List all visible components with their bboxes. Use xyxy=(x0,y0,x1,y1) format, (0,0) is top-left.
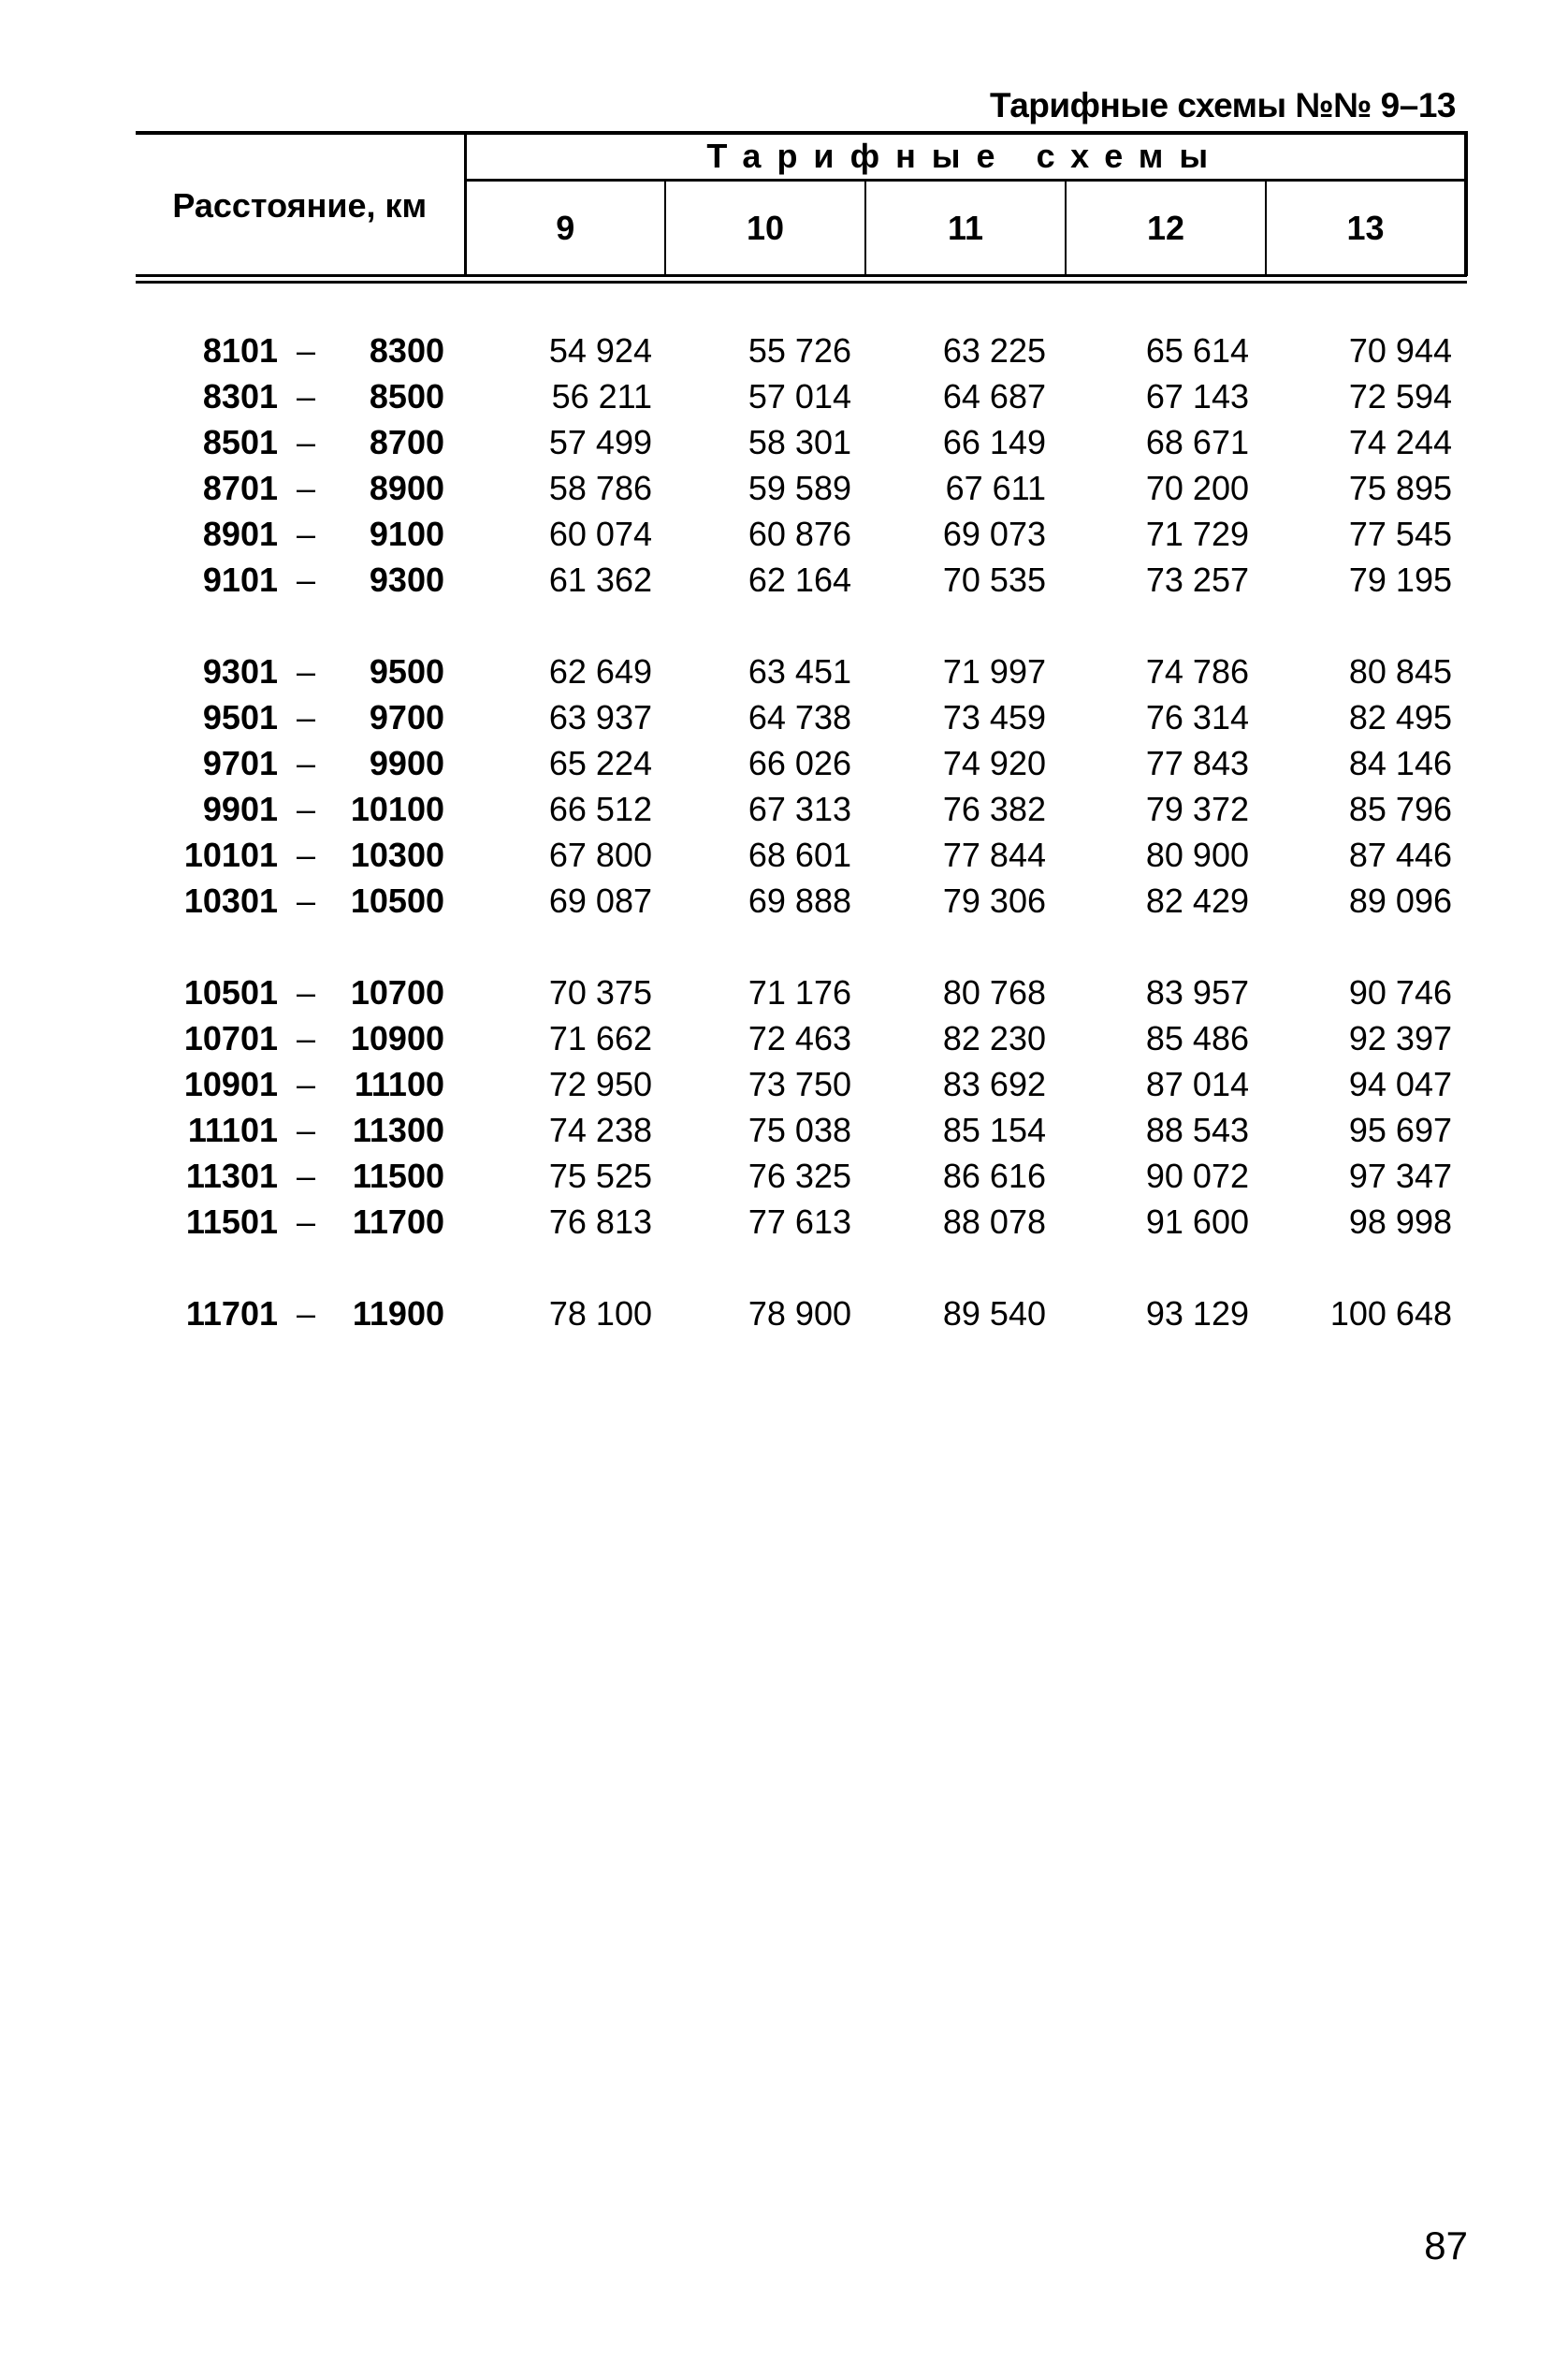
distance-to: 9300 xyxy=(369,560,444,599)
tariff-value: 62 164 xyxy=(748,560,851,599)
tariff-value: 83 692 xyxy=(942,1064,1046,1103)
distance-from: 10701 xyxy=(183,1018,278,1057)
distance-to: 9500 xyxy=(369,651,444,691)
distance-to: 11100 xyxy=(354,1064,444,1103)
tariff-value: 75 525 xyxy=(548,1156,652,1195)
range-dash: – xyxy=(296,697,316,736)
range-dash: – xyxy=(296,972,316,1012)
distance-range xyxy=(136,331,465,371)
tariff-value: 67 611 xyxy=(945,468,1046,507)
tariff-value: 65 224 xyxy=(548,743,652,782)
tariff-value: 78 900 xyxy=(748,1293,851,1333)
distance-range xyxy=(136,1203,465,1242)
tariff-value: 66 512 xyxy=(548,789,652,828)
range-dash: – xyxy=(296,1018,316,1057)
distance-range xyxy=(136,1065,465,1104)
distance-range xyxy=(136,377,465,416)
distance-range xyxy=(136,836,465,875)
distance-from: 11101 xyxy=(187,1110,278,1149)
tariff-value: 90 746 xyxy=(1348,972,1452,1012)
distance-range xyxy=(136,515,465,554)
distance-range xyxy=(136,1157,465,1196)
tariff-value: 79 372 xyxy=(1145,789,1249,828)
tariff-value: 63 937 xyxy=(548,697,652,736)
distance-to: 10700 xyxy=(350,972,444,1012)
range-dash: – xyxy=(296,835,316,874)
row-group xyxy=(136,328,1467,603)
table-row xyxy=(136,1015,1467,1061)
distance-to: 8500 xyxy=(369,376,444,415)
distance-to: 10100 xyxy=(350,789,444,828)
row-group xyxy=(136,649,1467,924)
scheme-header-12: 12 xyxy=(1066,180,1266,276)
distance-range xyxy=(136,1294,465,1334)
distance-to: 8900 xyxy=(369,468,444,507)
distance-from: 9301 xyxy=(202,651,278,691)
table-row xyxy=(136,740,1467,786)
tariff-value: 70 200 xyxy=(1145,468,1249,507)
tariff-value: 80 900 xyxy=(1145,835,1249,874)
tariff-value: 82 230 xyxy=(942,1018,1046,1057)
tariff-value: 77 843 xyxy=(1145,743,1249,782)
tariff-value: 98 998 xyxy=(1348,1202,1452,1241)
scheme-header-10: 10 xyxy=(665,180,865,276)
distance-from: 8501 xyxy=(202,422,278,461)
tariff-value: 57 499 xyxy=(548,422,652,461)
tariff-value: 71 729 xyxy=(1145,514,1249,553)
tariff-value: 97 347 xyxy=(1348,1156,1452,1195)
tariff-value: 79 306 xyxy=(942,881,1046,920)
tariff-value: 80 845 xyxy=(1348,651,1452,691)
tariff-value: 93 129 xyxy=(1145,1293,1249,1333)
table-row xyxy=(136,1153,1467,1199)
tariff-value: 67 800 xyxy=(548,835,652,874)
table-row xyxy=(136,1199,1467,1245)
distance-to: 9700 xyxy=(369,697,444,736)
tariff-value: 79 195 xyxy=(1348,560,1452,599)
tariff-value: 72 463 xyxy=(748,1018,851,1057)
range-dash: – xyxy=(296,514,316,553)
distance-from: 10301 xyxy=(183,881,278,920)
distance-range xyxy=(136,973,465,1013)
tariff-value: 72 950 xyxy=(548,1064,652,1103)
distance-from: 9101 xyxy=(202,560,278,599)
distance-from: 8301 xyxy=(202,376,278,415)
tariff-value: 67 143 xyxy=(1145,376,1249,415)
tariff-value: 68 601 xyxy=(748,835,851,874)
table-row xyxy=(136,878,1467,924)
tariff-value: 91 600 xyxy=(1145,1202,1249,1241)
distance-range xyxy=(136,744,465,783)
tariff-value: 77 844 xyxy=(942,835,1046,874)
distance-from: 11501 xyxy=(185,1202,278,1241)
range-dash: – xyxy=(296,330,316,370)
tariff-value: 71 997 xyxy=(942,651,1046,691)
table-row xyxy=(136,832,1467,878)
distance-from: 10901 xyxy=(183,1064,278,1103)
tariff-value: 88 078 xyxy=(942,1202,1046,1241)
tariff-value: 60 876 xyxy=(748,514,851,553)
tariff-value: 61 362 xyxy=(548,560,652,599)
range-dash: – xyxy=(296,422,316,461)
distance-to: 10900 xyxy=(350,1018,444,1057)
tariff-value: 59 589 xyxy=(748,468,851,507)
tariff-value: 77 613 xyxy=(748,1202,851,1241)
range-dash: – xyxy=(296,651,316,691)
tariff-value: 60 074 xyxy=(548,514,652,553)
distance-to: 8700 xyxy=(369,422,444,461)
distance-from: 11301 xyxy=(185,1156,278,1195)
distance-to: 10300 xyxy=(350,835,444,874)
tariff-value: 72 594 xyxy=(1348,376,1452,415)
range-dash: – xyxy=(296,743,316,782)
tariff-value: 85 796 xyxy=(1348,789,1452,828)
tariff-value: 75 895 xyxy=(1348,468,1452,507)
distance-from: 8701 xyxy=(202,468,278,507)
tariff-value: 76 314 xyxy=(1145,697,1249,736)
tariff-value: 66 026 xyxy=(748,743,851,782)
range-dash: – xyxy=(296,376,316,415)
tariff-value: 74 238 xyxy=(548,1110,652,1149)
distance-range xyxy=(136,652,465,692)
range-dash: – xyxy=(296,1156,316,1195)
tariff-value: 74 786 xyxy=(1145,651,1249,691)
tariff-value: 85 486 xyxy=(1145,1018,1249,1057)
tariff-value: 82 495 xyxy=(1348,697,1452,736)
table-row xyxy=(136,1290,1467,1336)
tariff-table-header xyxy=(136,131,1468,276)
range-dash: – xyxy=(296,1110,316,1149)
distance-from: 9701 xyxy=(202,743,278,782)
scheme-header-13: 13 xyxy=(1266,180,1466,276)
distance-from: 10101 xyxy=(183,835,278,874)
distance-from: 8901 xyxy=(202,514,278,553)
tariff-value: 77 545 xyxy=(1348,514,1452,553)
tariff-value: 65 614 xyxy=(1145,330,1249,370)
table-row xyxy=(136,649,1467,694)
tariff-value: 73 257 xyxy=(1145,560,1249,599)
tariff-value: 57 014 xyxy=(748,376,851,415)
distance-to: 11900 xyxy=(352,1293,444,1333)
table-row xyxy=(136,557,1467,603)
table-row xyxy=(136,1061,1467,1107)
range-dash: – xyxy=(296,1064,316,1103)
tariff-value: 73 459 xyxy=(942,697,1046,736)
distance-to: 11500 xyxy=(352,1156,444,1195)
tariff-value: 63 225 xyxy=(942,330,1046,370)
tariff-schemes-header: Тарифные схемы xyxy=(465,133,1466,180)
tariff-value: 71 176 xyxy=(748,972,851,1012)
tariff-value: 70 944 xyxy=(1348,330,1452,370)
distance-to: 9100 xyxy=(369,514,444,553)
distance-to: 10500 xyxy=(350,881,444,920)
tariff-value: 58 786 xyxy=(548,468,652,507)
range-dash: – xyxy=(296,1293,316,1333)
tariff-value: 70 375 xyxy=(548,972,652,1012)
header-double-rule xyxy=(136,274,1467,284)
page-number: 87 xyxy=(1424,2223,1468,2267)
range-dash: – xyxy=(296,881,316,920)
tariff-value: 87 446 xyxy=(1348,835,1452,874)
tariff-value: 76 382 xyxy=(942,789,1046,828)
tariff-value: 68 671 xyxy=(1145,422,1249,461)
distance-from: 8101 xyxy=(202,330,278,370)
tariff-value: 87 014 xyxy=(1145,1064,1249,1103)
tariff-value: 85 154 xyxy=(942,1110,1046,1149)
scheme-header-9: 9 xyxy=(465,180,665,276)
tariff-value: 80 768 xyxy=(942,972,1046,1012)
tariff-value: 76 325 xyxy=(748,1156,851,1195)
tariff-value: 74 920 xyxy=(942,743,1046,782)
tariff-value: 71 662 xyxy=(548,1018,652,1057)
tariff-value: 73 750 xyxy=(748,1064,851,1103)
tariff-value: 64 687 xyxy=(942,376,1046,415)
distance-range xyxy=(136,790,465,829)
distance-from: 9901 xyxy=(202,789,278,828)
tariff-value: 75 038 xyxy=(748,1110,851,1149)
tariff-value: 90 072 xyxy=(1145,1156,1249,1195)
tariff-value: 89 540 xyxy=(942,1293,1046,1333)
tariff-value: 64 738 xyxy=(748,697,851,736)
table-row xyxy=(136,969,1467,1015)
scheme-header-11: 11 xyxy=(865,180,1066,276)
tariff-value: 86 616 xyxy=(942,1156,1046,1195)
table-row xyxy=(136,328,1467,373)
distance-to: 11300 xyxy=(352,1110,444,1149)
distance-range xyxy=(136,1019,465,1058)
tariff-value: 94 047 xyxy=(1348,1064,1452,1103)
running-head: Тарифные схемы №№ 9–13 xyxy=(990,86,1456,124)
row-group xyxy=(136,1290,1467,1336)
tariff-value: 55 726 xyxy=(748,330,851,370)
range-dash: – xyxy=(296,1202,316,1241)
tariff-value: 95 697 xyxy=(1348,1110,1452,1149)
table-row xyxy=(136,465,1467,511)
distance-range xyxy=(136,1111,465,1150)
tariff-value: 88 543 xyxy=(1145,1110,1249,1149)
table-row xyxy=(136,786,1467,832)
distance-range xyxy=(136,698,465,737)
distance-header: Расстояние, км xyxy=(136,133,465,276)
tariff-value: 82 429 xyxy=(1145,881,1249,920)
table-row xyxy=(136,373,1467,419)
distance-to: 11700 xyxy=(352,1202,444,1241)
tariff-value: 67 313 xyxy=(748,789,851,828)
tariff-value: 62 649 xyxy=(548,651,652,691)
range-dash: – xyxy=(296,560,316,599)
distance-from: 11701 xyxy=(185,1293,278,1333)
tariff-value: 83 957 xyxy=(1145,972,1249,1012)
tariff-value: 76 813 xyxy=(548,1202,652,1241)
tariff-value: 69 888 xyxy=(748,881,851,920)
table-row xyxy=(136,694,1467,740)
tariff-value: 89 096 xyxy=(1348,881,1452,920)
distance-range xyxy=(136,469,465,508)
table-row xyxy=(136,511,1467,557)
tariff-value: 100 648 xyxy=(1329,1293,1452,1333)
tariff-value: 69 087 xyxy=(548,881,652,920)
tariff-value: 56 211 xyxy=(551,376,652,415)
distance-to: 9900 xyxy=(369,743,444,782)
distance-from: 10501 xyxy=(183,972,278,1012)
range-dash: – xyxy=(296,468,316,507)
tariff-table-body xyxy=(136,328,1467,1382)
distance-range xyxy=(136,561,465,600)
tariff-value: 63 451 xyxy=(748,651,851,691)
tariff-value: 84 146 xyxy=(1348,743,1452,782)
tariff-value: 66 149 xyxy=(942,422,1046,461)
tariff-value: 70 535 xyxy=(942,560,1046,599)
distance-to: 8300 xyxy=(369,330,444,370)
distance-range xyxy=(136,423,465,462)
tariff-value: 78 100 xyxy=(548,1293,652,1333)
row-group xyxy=(136,969,1467,1245)
tariff-value: 54 924 xyxy=(548,330,652,370)
tariff-value: 58 301 xyxy=(748,422,851,461)
table-row xyxy=(136,1107,1467,1153)
range-dash: – xyxy=(296,789,316,828)
distance-range xyxy=(136,882,465,921)
distance-from: 9501 xyxy=(202,697,278,736)
tariff-value: 69 073 xyxy=(942,514,1046,553)
table-row xyxy=(136,419,1467,465)
tariff-value: 74 244 xyxy=(1348,422,1452,461)
tariff-value: 92 397 xyxy=(1348,1018,1452,1057)
